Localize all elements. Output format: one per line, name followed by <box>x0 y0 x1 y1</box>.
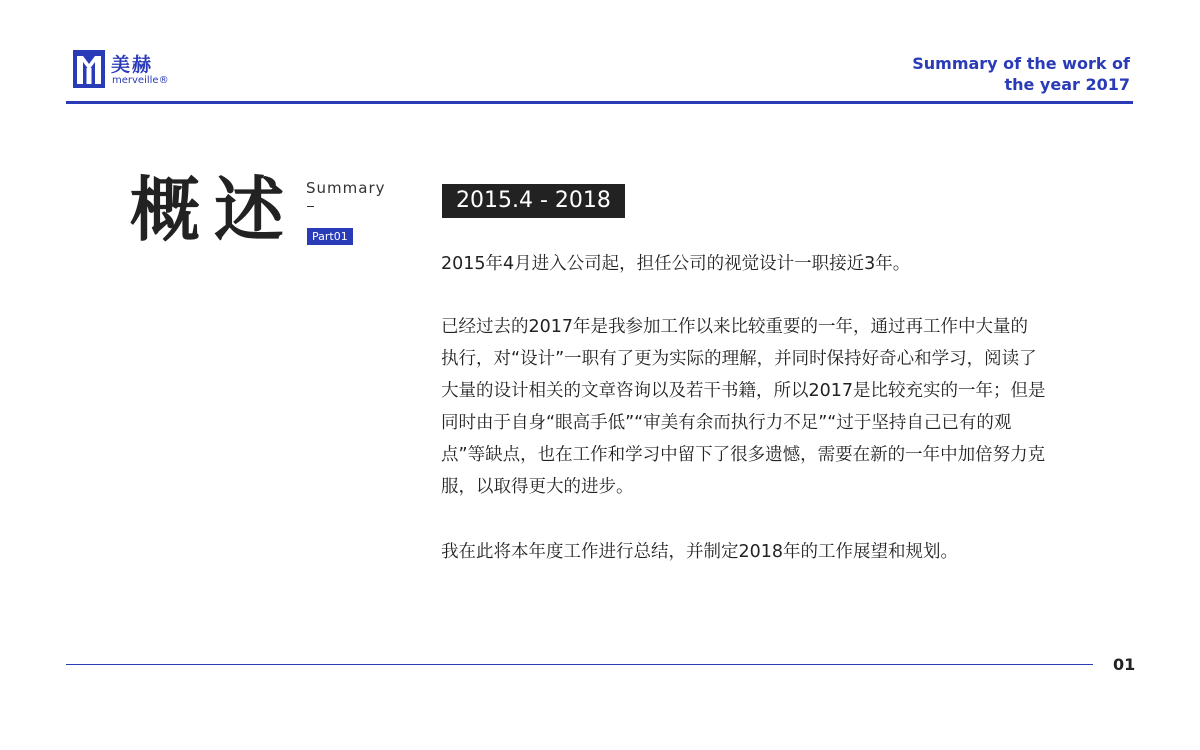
brand-name-en: merveille® <box>112 75 169 86</box>
paragraph-2-line: 服，以取得更大的进步。 <box>441 477 634 497</box>
paragraph-2 <box>441 311 1141 503</box>
merveille-logo-icon <box>73 50 105 88</box>
part-badge: Part01 <box>307 228 353 245</box>
header-title-line-1: Summary of the work of <box>912 54 1130 73</box>
paragraph-2-line: 同时由于自身“眼高手低”“审美有余而执行力不足”“过于坚持自己已有的观 <box>441 413 1012 433</box>
paragraph-2-line: 点”等缺点，也在工作和学习中留下了很多遗憾，需要在新的一年中加倍努力克 <box>441 445 1046 465</box>
summary-content <box>441 248 1141 568</box>
paragraph-2-line: 执行，对“设计”一职有了更为实际的理解，并同时保持好奇心和学习，阅读了 <box>441 349 1037 369</box>
date-range-badge: 2015.4 - 2018 <box>442 184 625 218</box>
paragraph-2-line: 已经过去的2017年是我参加工作以来比较重要的一年，通过再工作中大量的 <box>441 317 1029 337</box>
header-divider <box>66 101 1133 104</box>
footer-divider <box>66 664 1093 665</box>
header-title-line-2: the year 2017 <box>1004 75 1130 94</box>
brand-name-cn: 美赫 <box>111 54 154 76</box>
header-title <box>912 53 1130 95</box>
section-title: 概述 <box>130 169 298 251</box>
page-number: 01 <box>1113 655 1136 674</box>
section-subtitle-en: Summary <box>306 179 386 197</box>
paragraph-2-line: 大量的设计相关的文章咨询以及若干书籍，所以2017是比较充实的一年；但是 <box>441 381 1046 401</box>
paragraph-1: 2015年4月进入公司起，担任公司的视觉设计一职接近3年。 <box>441 254 911 274</box>
section-dash <box>307 206 314 207</box>
paragraph-3: 我在此将本年度工作进行总结，并制定2018年的工作展望和规划。 <box>441 542 959 562</box>
